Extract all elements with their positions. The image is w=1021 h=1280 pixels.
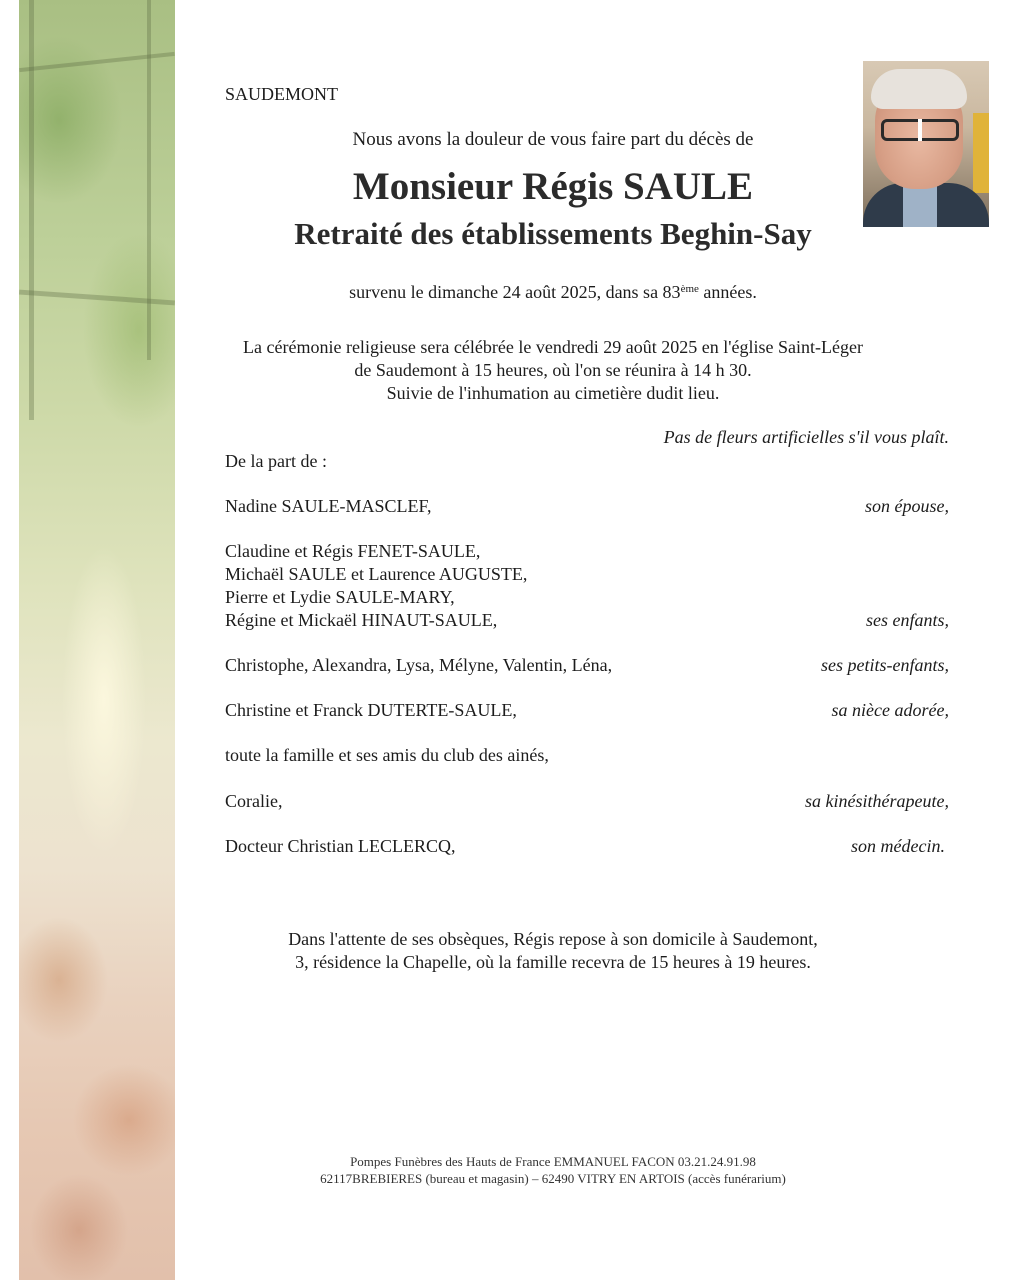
physiotherapist-name: Coralie, [225, 791, 283, 811]
funeral-home-line-2: 62117BREBIERES (bureau et magasin) – 62490 VITRY EN ARTOIS (accès funérarium) [320, 1171, 786, 1186]
vigil-line-2: 3, résidence la Chapelle, où la famille recevra de 15 heures à 19 heures. [295, 952, 811, 972]
spouse-name: Nadine SAULE-MASCLEF, [225, 496, 432, 516]
vigil-details [175, 928, 931, 974]
funeral-home-line-1: Pompes Funèbres des Hauts de France EMMANUEL FACON 03.21.24.91.98 [350, 1154, 756, 1169]
doctor-relation: son médecin. [851, 836, 945, 856]
forest-path-decoration [19, 0, 175, 1280]
ceremony-line-2: de Saudemont à 15 heures, où l'on se réunira à 14 h 30. [354, 360, 752, 380]
from-label: De la part de : [225, 451, 327, 471]
spouse-relation: son épouse, [865, 496, 949, 516]
grandchildren-relation: ses petits-enfants, [821, 655, 949, 675]
child-name-4: Régine et Mickaël HINAUT-SAULE, [225, 610, 498, 630]
niece-relation: sa nièce adorée, [831, 700, 949, 720]
death-text: survenu le dimanche 24 août 2025, dans sa 83 [349, 282, 681, 302]
child-name-3: Pierre et Lydie SAULE-MARY, [225, 587, 455, 607]
child-name-1: Claudine et Régis FENET-SAULE, [225, 541, 481, 561]
funeral-home-footer [175, 1153, 931, 1187]
family-friends: toute la famille et ses amis du club des ainés, [225, 745, 549, 765]
grandchildren-names: Christophe, Alexandra, Lysa, Mélyne, Valentin, Léna, [225, 655, 613, 675]
child-name-2: Michaël SAULE et Laurence AUGUSTE, [225, 564, 528, 584]
deceased-name: Monsieur Régis SAULE [352, 165, 754, 208]
ceremony-details [175, 336, 931, 405]
intro-text: Nous avons la douleur de vous faire part du décès de [352, 129, 754, 150]
place-name: SAUDEMONT [225, 84, 339, 104]
ceremony-line-1: La cérémonie religieuse sera célébrée le vendredi 29 août 2025 en l'église Saint-Léger [243, 337, 863, 357]
niece-name: Christine et Franck DUTERTE-SAULE, [225, 700, 517, 720]
no-flowers-note: Pas de fleurs artificielles s'il vous plaît. [663, 427, 949, 447]
deceased-profession: Retraité des établissements Beghin-Say [294, 216, 812, 251]
ceremony-line-3: Suivie de l'inhumation au cimetière dudit lieu. [386, 383, 720, 403]
children-relation: ses enfants, [866, 610, 949, 630]
vigil-line-1: Dans l'attente de ses obsèques, Régis repose à son domicile à Saudemont, [288, 929, 818, 949]
death-superscript: ème [680, 283, 699, 295]
doctor-name: Docteur Christian LECLERCQ, [225, 836, 456, 856]
death-notice [175, 282, 931, 303]
physiotherapist-relation: sa kinésithérapeute, [805, 791, 949, 811]
death-suffix: années. [698, 282, 757, 302]
